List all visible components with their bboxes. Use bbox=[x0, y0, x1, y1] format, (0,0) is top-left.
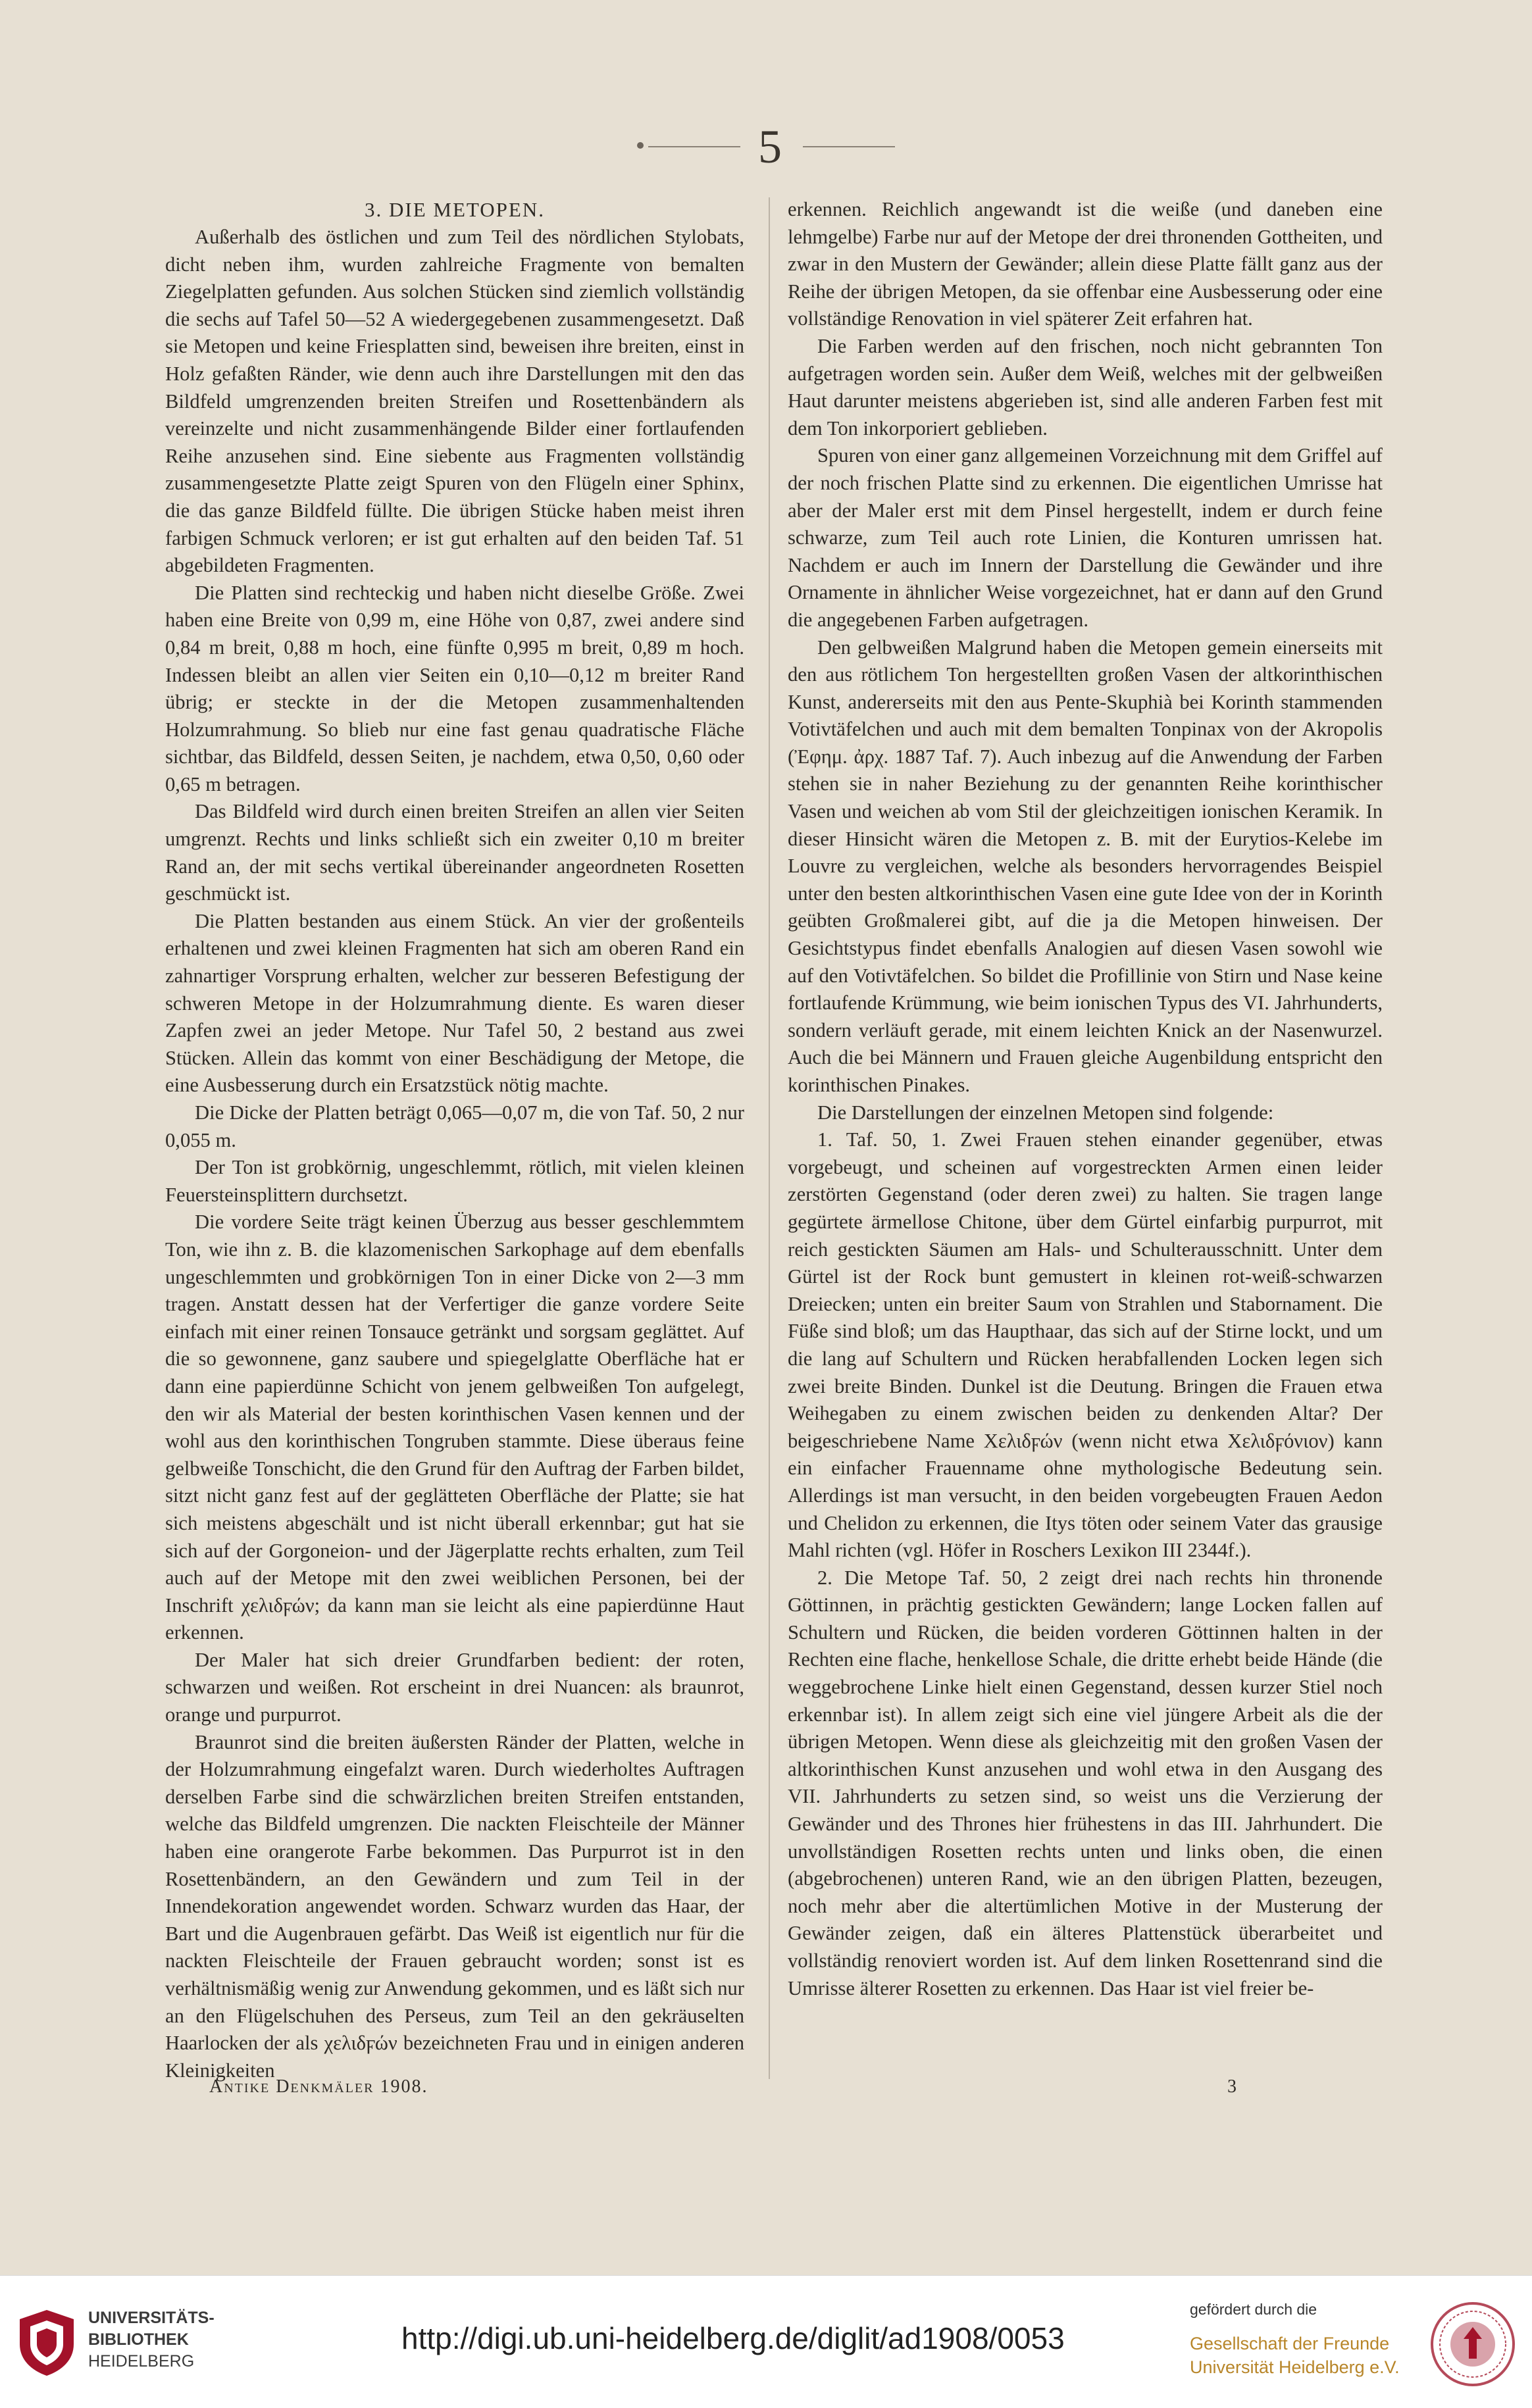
paragraph: Die Platten sind rechteckig und haben nicht dieselbe Größe. Zwei haben eine Breite von 0,99 m, eine Höhe von 0,87, zwei andere sind 0,84 m breit, 0,88 m hoch, eine fünfte 0,995 m breit, 0,89 m hoch. Indessen bleibt an allen vier Seiten ein 0,10—0,12 m breiter Rand übrig; er steckte in der die Metopen zusammenhaltenden Holzumrahmung. So blieb nur eine fast genau quadratische Fläche sichtbar, das Bildfeld, dessen Seiten, je nachdem, etwa 0,50, 0,60 oder 0,65 m betragen. bbox=[165, 581, 744, 795]
paragraph: Das Bildfeld wird durch einen breiten Streifen an allen vier Seiten umgrenzt. Rechts und links schließt sich ein zweiter 0,10 m breiter Rand an, der mit sechs vertikal übereinander angeordneten Rosetten geschmückt ist. bbox=[165, 800, 744, 905]
sponsor-line: Gesellschaft der Freunde bbox=[1190, 2334, 1390, 2353]
sponsor-name bbox=[1190, 2332, 1400, 2379]
paragraph: Die Farben werden auf den frischen, noch nicht gebrannten Ton aufgetragen worden sein. Außer dem Weiß, welches mit der gelbweißen Haut darunter meistens abgerieben ist, sind alle anderen Farben fest mit dem Ton inkorporiert geblieben. bbox=[788, 334, 1383, 439]
page-header bbox=[0, 117, 1532, 176]
paragraph: Außerhalb des östlichen und zum Teil des nördlichen Stylobats, dicht neben ihm, wurden zahlreiche Fragmente von bemalten Ziegelplatten gefunden. Aus solchen Stücken sind ziemlich vollständig die sechs auf Tafel 50—52 A wiedergegebenen zusammengesetzt. Daß sie Metopen und keine Friesplatten sind, beweisen ihre breiten, einst in Holz gefaßten Ränder, wie denn auch ihre Darstellungen mit den das Bildfeld umgrenzenden breiten Streifen und Rosettenbändern als vereinzelte und nicht zusammenhängende Bilder einer fortlaufenden Reihe anzusehen sind. Eine siebente aus Fragmenten vollständig zusammengesetzte Platte zeigt Spuren von den Flügeln einer Sphinx, die das ganze Bildfeld füllte. Die übrigen Stücke haben meist ihren farbigen Schmuck verloren; er ist gut erhalten auf den beiden Taf. 51 abgebildeten Fragmenten. bbox=[165, 226, 744, 577]
paragraph: 2. Die Metope Taf. 50, 2 zeigt drei nach rechts hin thronende Göttinnen, in prächtig gestickten Gewändern; lange Locken fallen auf Schultern und Rücken, die beiden vorderen Göttinnen halten in der Rechten eine flache, henkellose Schale, die dritte erhebt beide Hände (die weggebrochene Linke hielt einen Gegenstand, dessen kurzer Stiel noch erkennbar ist). In allem zeigt sich eine viel jüngere Arbeit als die der übrigen Metopen. Wenn diese als gleichzeitig mit den großen Vasen der altkorinthischen Kunst anzusehen und wohl etwa in den Ausgang des VII. Jahrhunderts zu setzen sind, so weist uns die Verzierung der Gewänder und des Thrones hier frühestens in das III. Jahrhundert. Die unvollständigen Rosetten rechts unten und links oben, die einen (abgebrochenen) unteren Rand, wie an den übrigen Platten, bezeugen, noch mehr aber die altertümlichen Motive in der Musterung der Gewänder zeigen, daß ein älteres Plattenstück überarbeitet und vollständig renoviert worden ist. Auf dem linken Rosettenrand sind die Umrisse älterer Rosetten zu erkennen. Das Haar ist viel freier be- bbox=[788, 1566, 1383, 1999]
sponsor-label: gefördert durch die bbox=[1190, 2301, 1317, 2318]
university-library-name bbox=[88, 2307, 215, 2372]
column-divider bbox=[769, 197, 770, 2079]
footer-journal-title: Antike Denkmäler 1908. bbox=[209, 2076, 428, 2097]
footer-signature-mark: 3 bbox=[1227, 2076, 1237, 2097]
page-footer bbox=[0, 2076, 1532, 2109]
paragraph: Spuren von einer ganz allgemeinen Vorzeichnung mit dem Griffel auf der noch frischen Platte sind zu erkennen. Die eigentlichen Umrisse hat aber der Maler erst mit dem Pinsel hergestellt, indem er durch feine schwarze, zum Teil auch rote Linien, die Konturen umrissen hat. Nachdem er auch im Innern der Darstellung die Gewänder und ihre Ornamente in ähnlicher Weise vorgezeichnet, hat er dann auf den Grund die angegebenen Farben aufgetragen. bbox=[788, 444, 1383, 631]
header-rule-left bbox=[648, 146, 740, 147]
society-seal-icon bbox=[1429, 2301, 1516, 2388]
institution-line: UNIVERSITÄTS- bbox=[88, 2309, 215, 2327]
header-dot bbox=[637, 142, 644, 149]
paragraph: Die vordere Seite trägt keinen Überzug aus besser geschlemmtem Ton, wie ihn z. B. die klazomenischen Sarkophage auf dem ebenfalls ungeschlemmten und grobkörnigen Ton in einer Dicke von 2—3 mm tragen. Anstatt dessen hat der Verfertiger die ganze vordere Seite einfach mit einer reinen Tonsauce getränkt und sorgsam geglättet. Auf die so gewonnene, ganz saubere und spiegelglatte Oberfläche hat er dann eine papierdünne Schicht von jenem gelbweißen Ton aufgelegt, den wir als Material der besten korinthischen Vasen kennen und der wohl aus den korinthischen Tongruben stammte. Diese überaus feine gelbweiße Tonschicht, die den Grund für den Auftrag der Farben bildet, sitzt nicht ganz fest auf der geglätteten Oberfläche der Platte; sie hat sich meistens abgeschält und ist nicht überall erkennbar; gut hat sie sich auf der Gorgoneion- und der Jägerplatte rechts erhalten, zum Teil auch auf der Metope mit den zwei weiblichen Personen, bei der Inschrift χελιδϝών; da kann man sie leicht als eine papierdünne Haut erkennen. bbox=[165, 1211, 744, 1644]
university-library-logo-icon bbox=[12, 2306, 82, 2378]
left-column bbox=[165, 196, 744, 2084]
paragraph: 1. Taf. 50, 1. Zwei Frauen stehen einander gegenüber, etwas vorgebeugt, und scheinen auf vorgestreckten Armen einen leider zerstörten Gegenstand (oder deren zwei) zu halten. Sie tragen lange gegürtete ärmellose Chitone, über dem Gürtel einfarbig purpurrot, mit reich gestickten Säumen am Hals- und Schulterausschnitt. Unter dem Gürtel ist der Rock bunt gemustert in kleinen rot-weiß-schwarzen Dreiecken; unten ein breiter Saum von Strahlen und Stabornament. Die Füße sind bloß; um das Haupthaar, das sich auf der Stirne lockt, und um die lang auf Schultern und Rücken herabfallenden Locken legen sich zwei breite Binden. Dunkel ist die Deutung. Bringen die Frauen etwa Weihegaben zu einem zwischen beiden zu denkenden Altar? Der beigeschriebene Name Χελιδϝών (wenn nicht etwa Χελιδϝόνιον) kann ein einfacher Frauenname ohne mythologische Bedeutung sein. Allerdings ist man versucht, in den beiden vorgebeugten Frauen Aedon und Chelidon zu erkennen, die Itys töten oder seinem Vater das grausige Mahl richten (vgl. Höfer in Roschers Lexikon III 2344f.). bbox=[788, 1128, 1383, 1562]
section-heading: 3. DIE METOPEN. bbox=[365, 198, 545, 221]
institution-line: BIBLIOTHEK bbox=[88, 2330, 189, 2349]
paragraph: Braunrot sind die breiten äußersten Ränder der Platten, welche in der Holzumrahmung eingefalzt waren. Durch wiederholtes Auftragen derselben Farbe sind die schwärzlichen breiten Streifen entstanden, welche das Bildfeld umgrenzen. Die nackten Fleischteile der Männer haben eine orangerote Farbe bekommen. Das Purpurrot ist in den Rosettenbändern, an den Gewändern und zum Teil in der Innendekoration angewendet worden. Schwarz wurden das Haar, der Bart und die Augenbrauen gefärbt. Das Weiß ist eigentlich nur für die nackten Fleischteile der Frauen gebraucht worden; sonst ist es verhältnismäßig wenig zur Anwendung gekommen, und es läßt sich nur an den Flügelschuhen des Perseus, zum Teil an den gekräuselten Haarlocken der als χελιδϝών bezeichneten Frau und in einigen anderen Kleinigkeiten bbox=[165, 1730, 744, 2082]
paragraph: Der Ton ist grobkörnig, ungeschlemmt, rötlich, mit vielen kleinen Feuersteinsplittern durchsetzt. bbox=[165, 1156, 744, 1206]
paragraph: Den gelbweißen Malgrund haben die Metopen gemein einerseits mit den aus rötlichem Ton hergestellten großen Vasen der altkorinthischen Kunst, andererseits mit den aus Pente-Skuphià bei Korinth stammenden Votivtäfelchen und auch mit dem bemalten Tonpinax von der Akropolis (Ἐφημ. ἀρχ. 1887 Taf. 7). Auch inbezug auf die Anwendung der Farben stehen sie in naher Beziehung zu der genannten Reihe korinthischer Vasen und weichen ab vom Stil der gleichzeitigen ionischen Keramik. In dieser Hinsicht wären die Metopen z. B. mit der Eurytios-Kelebe im Louvre zu vergleichen, welche als besonders hervorragendes Beispiel unter den besten altkorinthischen Vasen eine gute Idee von der in Korinth geübten Großmalerei gibt, auf die ja die Metopen hinweisen. Der Gesichtstypus findet ebenfalls Analogien auf diesen Vasen sowohl wie auf den Votivtäfelchen. So bildet die Profillinie von Stirn und Nase keine fortlaufende Krümmung, wie beim ionischen Typus des VI. Jahrhunderts, sondern verläuft gerade, mit einem leichten Knick an der Nasenwurzel. Auch die bei Männern und Frauen gleiche Augenbildung entspricht den korinthischen Pinakes. bbox=[788, 636, 1383, 1096]
header-rule-right bbox=[803, 146, 895, 147]
sponsor-line: Universität Heidelberg e.V. bbox=[1190, 2357, 1400, 2377]
paragraph: Der Maler hat sich dreier Grundfarben bedient: der roten, schwarzen und weißen. Rot erscheint in drei Nuancen: als braunrot, orange und purpurrot. bbox=[165, 1648, 744, 1726]
paragraph: Die Darstellungen der einzelnen Metopen sind folgende: bbox=[817, 1101, 1274, 1124]
paragraph: Die Dicke der Platten beträgt 0,065—0,07 m, die von Taf. 50, 2 nur 0,055 m. bbox=[165, 1101, 744, 1151]
digitization-banner bbox=[0, 2275, 1532, 2408]
permalink-url[interactable]: http://digi.ub.uni-heidelberg.de/diglit/ad1908/0053 bbox=[401, 2321, 1065, 2355]
paragraph: Die Platten bestanden aus einem Stück. An vier der großenteils erhaltenen und zwei kleinen Fragmenten hat sich am oberen Rand ein zahnartiger Vorsprung erhalten, welcher zur besseren Befestigung der schweren Metope in der Holzumrahmung diente. Es waren dieser Zapfen zwei an jeder Metope. Nur Tafel 50, 2 bestand aus zwei Stücken. Allein das kommt von einer Beschädigung der Metope, die eine Ausbesserung durch ein Ersatzstück nötig machte. bbox=[165, 909, 744, 1097]
right-column bbox=[788, 196, 1383, 2002]
institution-line: HEIDELBERG bbox=[88, 2352, 195, 2370]
page-number: 5 bbox=[758, 120, 782, 173]
paragraph: erkennen. Reichlich angewandt ist die weiße (und daneben eine lehmgelbe) Farbe nur auf der Metope der drei thronenden Gottheiten, und zwar in den Mustern der Gewänder; allein diese Platte fällt ganz aus der Reihe der übrigen Metopen, da sie offenbar eine Ausbesserung oder eine vollständige Renovation in viel späterer Zeit erfahren hat. bbox=[788, 198, 1383, 330]
